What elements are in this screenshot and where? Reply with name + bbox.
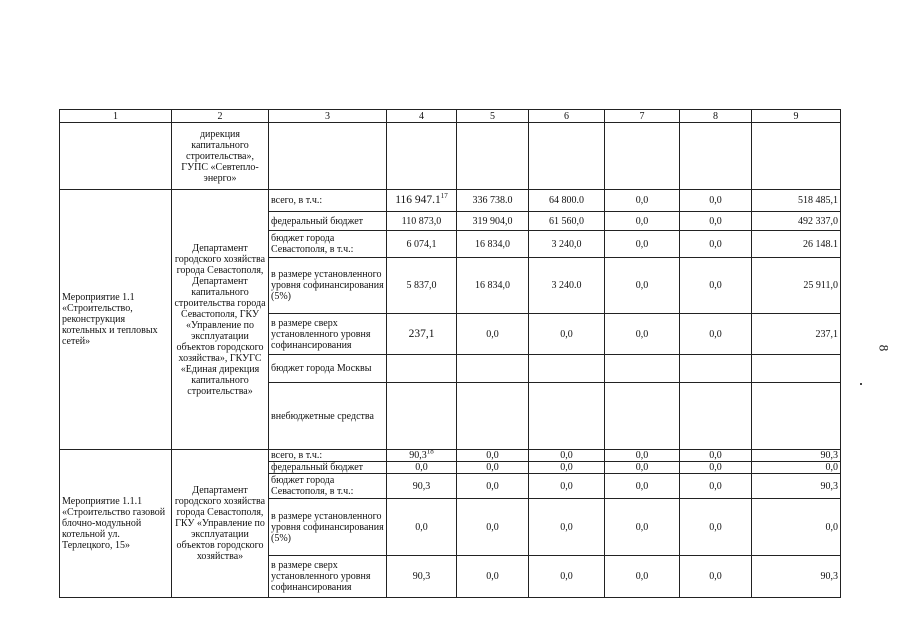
value-cell: 0,0: [680, 212, 752, 231]
value-cell: 0,0: [457, 450, 529, 462]
header-cell: 2: [172, 110, 269, 123]
value-cell: 61 560,0: [529, 212, 605, 231]
header-cell: 7: [605, 110, 680, 123]
value-cell: 0,0: [529, 314, 605, 355]
value-cell: [605, 355, 680, 383]
value-cell: 0,0: [680, 258, 752, 314]
footnote-mark: 17: [440, 192, 448, 201]
value-cell: [529, 383, 605, 450]
page-number: 8: [876, 344, 892, 352]
funding-source-label: в размере сверх установленного уровня софинансирования: [269, 314, 387, 355]
funding-source-label: всего, в т.ч.:: [269, 450, 387, 462]
value-cell: [605, 383, 680, 450]
value-text: 5 837,0: [406, 280, 437, 291]
total-cell: 90,3: [752, 556, 841, 598]
measure-name: Мероприятие 1.1 «Строительство, реконструкция котельных и тепловых сетей»: [60, 190, 172, 450]
value-cell: 16 834,0: [457, 231, 529, 258]
value-cell: 64 800.0: [529, 190, 605, 212]
total-cell: 90,3: [752, 450, 841, 462]
department-cell: дирекция капитального строительства», ГУПС «Севтепло-энерго»: [172, 123, 269, 190]
funding-source-label: в размере установленного уровня софинансирования (5%): [269, 499, 387, 556]
header-cell: 3: [269, 110, 387, 123]
total-cell: 90,3: [752, 474, 841, 499]
header-cell: 6: [529, 110, 605, 123]
total-cell: 237,1: [752, 314, 841, 355]
value-cell: [387, 462, 457, 474]
table-row: [60, 123, 841, 190]
value-cell: 319 904,0: [457, 212, 529, 231]
funding-source-label: внебюджетные средства: [269, 383, 387, 450]
funding-source-label: федеральный бюджет: [269, 212, 387, 231]
total-cell: 492 337,0: [752, 212, 841, 231]
total-cell: [752, 383, 841, 450]
value-cell: 16 834,0: [457, 258, 529, 314]
value-cell: [387, 314, 457, 355]
value-cell: [387, 258, 457, 314]
value-cell: 0,0: [680, 556, 752, 598]
department-cell: Департамент городского хозяйства города Севастополя, ГКУ «Управление по эксплуатации объектов городского хозяйства»: [172, 450, 269, 598]
empty-cell: [387, 123, 457, 190]
value-cell: 0,0: [529, 462, 605, 474]
value-text: 0,0: [415, 521, 428, 533]
value-cell: [387, 474, 457, 499]
header-cell: 8: [680, 110, 752, 123]
empty-cell: [605, 123, 680, 190]
value-cell: [387, 556, 457, 598]
table-row: [60, 450, 841, 462]
empty-cell: [269, 123, 387, 190]
total-cell: [752, 355, 841, 383]
empty-cell: [752, 123, 841, 190]
funding-source-label: бюджет города Севастополя, в т.ч.:: [269, 474, 387, 499]
value-cell: 0,0: [680, 499, 752, 556]
header-cell: 5: [457, 110, 529, 123]
value-cell: 0,0: [605, 314, 680, 355]
value-cell: 0,0: [680, 314, 752, 355]
value-cell: 0,0: [605, 212, 680, 231]
value-cell: 0,0: [605, 474, 680, 499]
value-text: 90,3: [409, 450, 427, 461]
value-cell: [457, 355, 529, 383]
value-cell: 0,0: [457, 462, 529, 474]
measure-name: Мероприятие 1.1.1 «Строительство газовой блочно-модульной котельной ул. Терлецкого, 15»: [60, 450, 172, 598]
value-cell: [529, 355, 605, 383]
header-cell: 4: [387, 110, 457, 123]
header-cell: 9: [752, 110, 841, 123]
value-cell: 3 240,0: [529, 231, 605, 258]
footnote-mark: 18: [426, 449, 434, 456]
value-cell: 0,0: [605, 556, 680, 598]
value-cell: 0,0: [529, 499, 605, 556]
value-cell: 0,0: [680, 190, 752, 212]
value-cell: [387, 499, 457, 556]
value-cell: 0,0: [605, 462, 680, 474]
header-cell: 1: [60, 110, 172, 123]
value-cell: [387, 212, 457, 231]
value-cell: 0,0: [529, 556, 605, 598]
value-cell: [387, 231, 457, 258]
value-cell: 0,0: [680, 462, 752, 474]
funding-source-label: в размере сверх установленного уровня софинансирования: [269, 556, 387, 598]
value-text: 116 947.1: [395, 194, 441, 206]
value-cell: 0,0: [680, 474, 752, 499]
funding-source-label: бюджет города Севастополя, в т.ч.:: [269, 231, 387, 258]
value-cell: 0,0: [529, 474, 605, 499]
value-cell: 0,0: [605, 499, 680, 556]
value-text: 110 873,0: [401, 215, 442, 227]
value-cell: [680, 355, 752, 383]
budget-table: [59, 109, 841, 598]
value-cell: 0,0: [680, 450, 752, 462]
value-cell: 0,0: [605, 231, 680, 258]
value-cell: [680, 383, 752, 450]
department-cell: Департамент городского хозяйства города Севастополя, Департамент капитального строительства города Севастополя, ГКУ «Управление по эксплуатации объектов городского хозяйства», ГКУГС «Единая дирекция капитального строительства»: [172, 190, 269, 450]
total-cell: 518 485,1: [752, 190, 841, 212]
value-cell: 0,0: [457, 499, 529, 556]
value-cell: 336 738.0: [457, 190, 529, 212]
value-cell: 0,0: [605, 258, 680, 314]
table-row: [60, 190, 841, 212]
header-row: [60, 110, 841, 123]
value-text: 90,3: [412, 480, 431, 492]
value-cell: 0,0: [680, 231, 752, 258]
value-cell: [387, 450, 457, 462]
value-cell: [387, 383, 457, 450]
value-cell: [457, 383, 529, 450]
measure-cell: [60, 123, 172, 190]
empty-cell: [680, 123, 752, 190]
value-cell: 3 240.0: [529, 258, 605, 314]
value-cell: [387, 355, 457, 383]
value-text: 6 074,1: [406, 238, 437, 250]
value-text: 237,1: [408, 327, 435, 340]
value-cell: [387, 190, 457, 212]
funding-source-label: федеральный бюджет: [269, 462, 387, 474]
funding-source-label: всего, в т.ч.:: [269, 190, 387, 212]
total-cell: 25 911,0: [752, 258, 841, 314]
value-text: 90,3: [412, 571, 431, 582]
funding-source-label: в размере установленного уровня софинансирования (5%): [269, 258, 387, 314]
value-text: 0,0: [415, 462, 428, 473]
empty-cell: [529, 123, 605, 190]
empty-cell: [457, 123, 529, 190]
value-cell: 0,0: [457, 314, 529, 355]
value-cell: 0,0: [529, 450, 605, 462]
value-cell: 0,0: [457, 474, 529, 499]
value-cell: 0,0: [605, 450, 680, 462]
value-cell: 0,0: [457, 556, 529, 598]
scan-dot: [860, 383, 862, 385]
value-cell: 0,0: [605, 190, 680, 212]
total-cell: 0,0: [752, 462, 841, 474]
funding-source-label: бюджет города Москвы: [269, 355, 387, 383]
total-cell: 26 148.1: [752, 231, 841, 258]
total-cell: 0,0: [752, 499, 841, 556]
